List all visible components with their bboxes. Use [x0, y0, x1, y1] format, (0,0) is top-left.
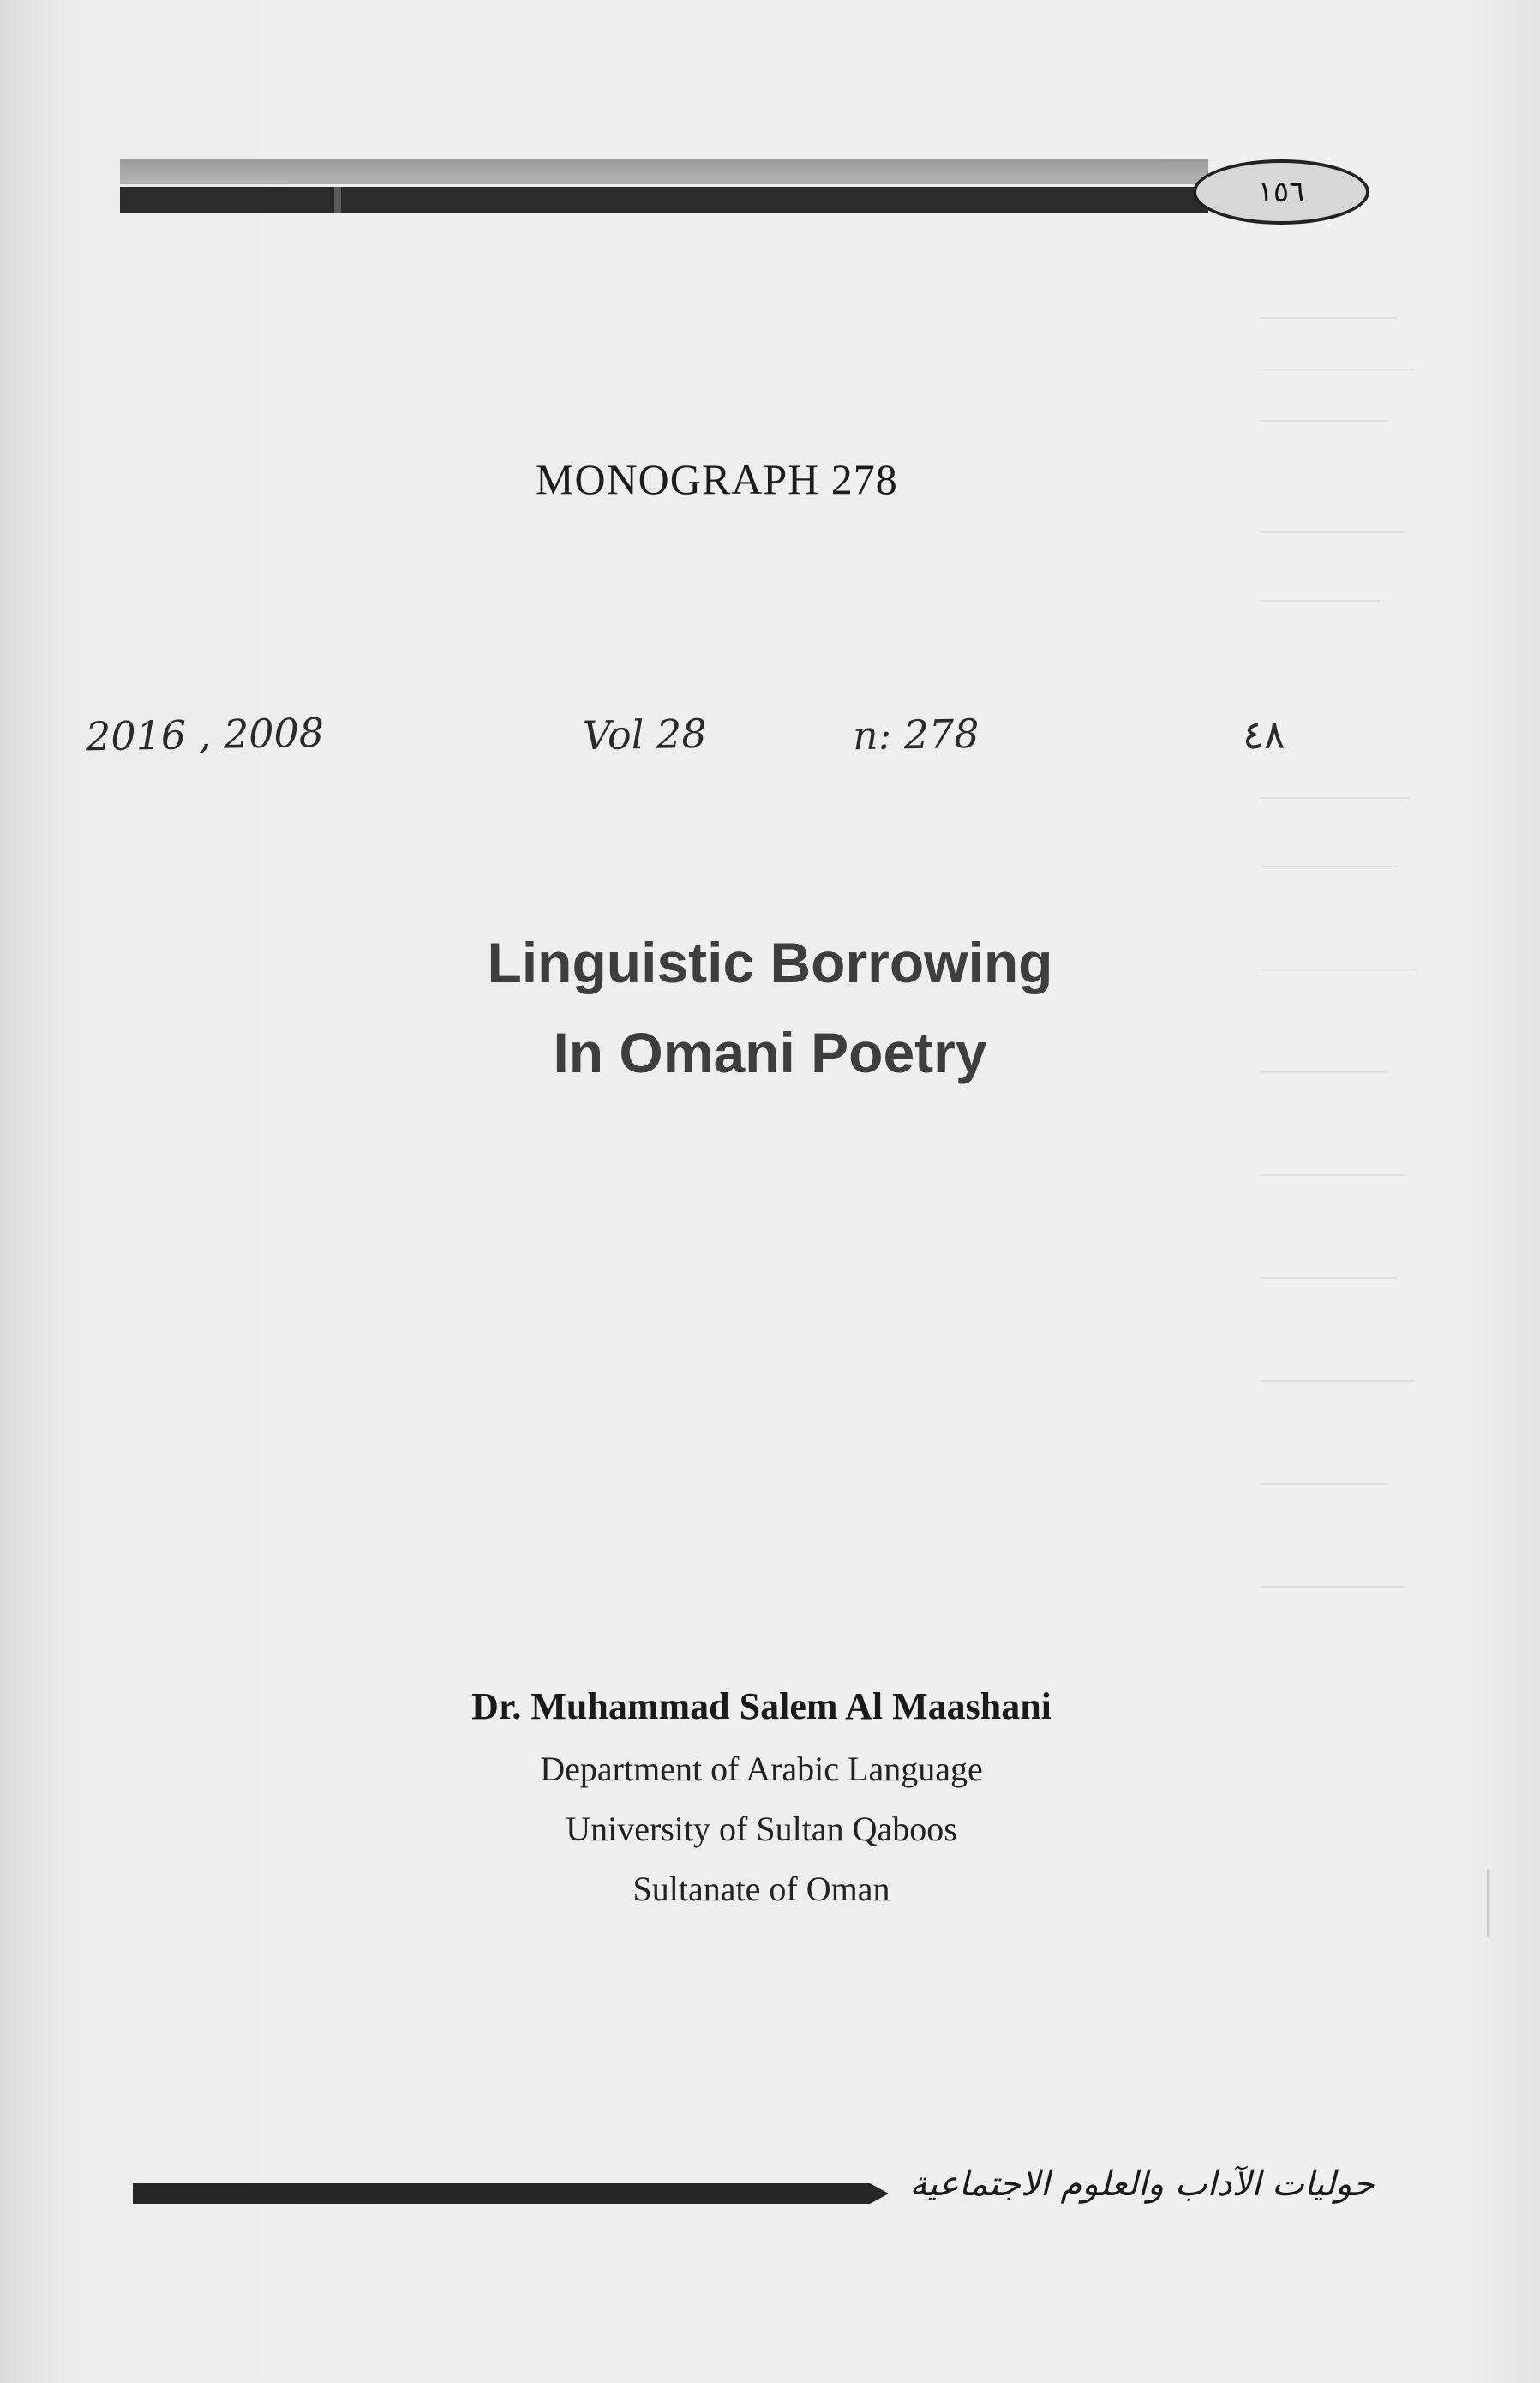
- handwritten-arabic-number: ٤٨: [1242, 711, 1285, 759]
- footer-bar: [133, 2183, 870, 2204]
- margin-mark: [1487, 1869, 1531, 1937]
- page-number: ١٥٦: [1257, 175, 1305, 209]
- author-country: Sultanate of Oman: [632, 1870, 890, 1908]
- footer-bar-arrow: [870, 2183, 889, 2204]
- author-name: Dr. Muhammad Salem Al Maashani: [471, 1685, 1052, 1727]
- title-line-1: Linguistic Borrowing: [487, 931, 1053, 994]
- header-bar-dark: [120, 187, 1208, 213]
- journal-name: حوليات الآداب والعلوم الاجتماعية: [909, 2164, 1375, 2204]
- handwritten-number: n: 278: [852, 710, 980, 759]
- page-number-badge: [1193, 159, 1369, 225]
- monograph-label: MONOGRAPH 278: [536, 455, 898, 503]
- handwritten-volume: Vol 28: [582, 710, 708, 759]
- title-line-2: In Omani Poetry: [553, 1021, 987, 1084]
- author-university: University of Sultan Qaboos: [566, 1810, 957, 1848]
- handwritten-years: 2016 , 2008: [85, 709, 325, 760]
- header-bar-light: [120, 159, 1208, 184]
- author-department: Department of Arabic Language: [540, 1750, 983, 1788]
- header-bar-notch: [334, 187, 341, 213]
